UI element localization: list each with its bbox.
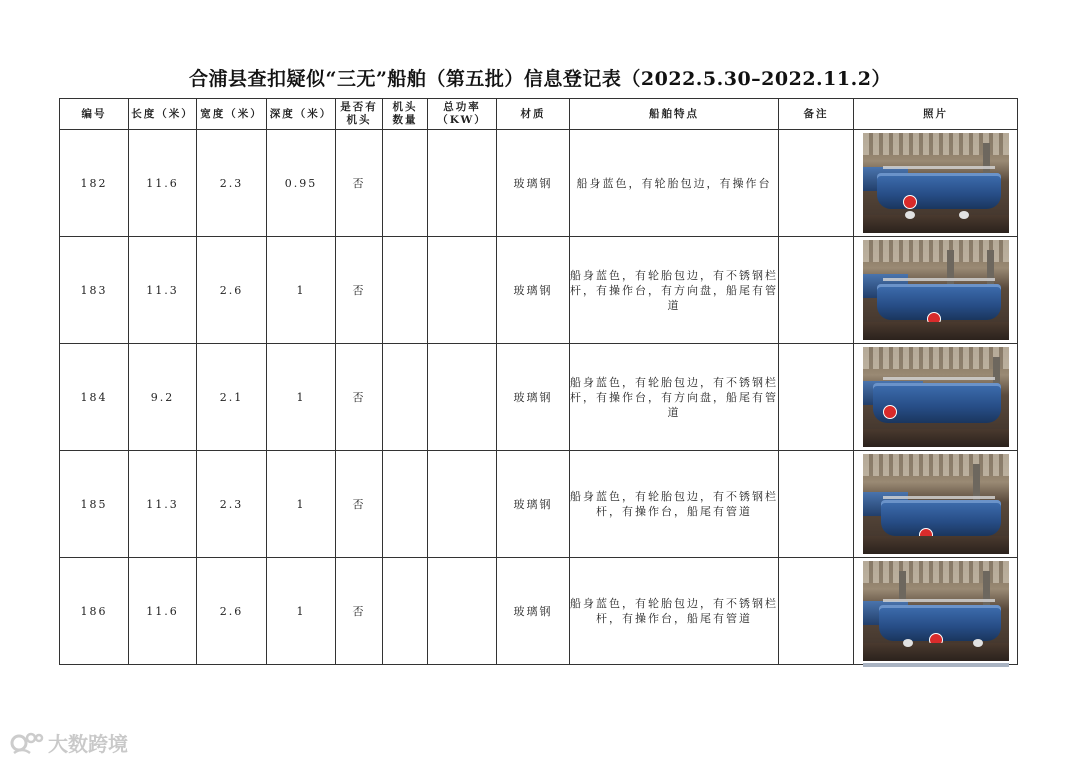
col-header-photo: 照片 <box>854 99 1018 130</box>
table-row <box>60 237 1018 344</box>
cell-remarks <box>779 237 854 344</box>
col-header-engine <box>336 99 383 130</box>
cell-material: 玻璃钢 <box>497 344 570 451</box>
cell-material: 玻璃钢 <box>497 558 570 665</box>
cell-material: 玻璃钢 <box>497 237 570 344</box>
cell-power <box>428 237 497 344</box>
cell-photo <box>854 237 1018 344</box>
col-header-remarks: 备注 <box>779 99 854 130</box>
cell-power <box>428 558 497 665</box>
cell-no: 185 <box>60 451 129 558</box>
header-row <box>60 99 1018 130</box>
col-header-power-l2: （KW） <box>437 114 487 126</box>
cell-no: 186 <box>60 558 129 665</box>
cell-depth: 1 <box>267 558 336 665</box>
cell-power <box>428 130 497 237</box>
col-header-features: 船舶特点 <box>570 99 779 130</box>
cell-width: 2.1 <box>197 344 267 451</box>
cell-material: 玻璃钢 <box>497 130 570 237</box>
cell-width: 2.3 <box>197 130 267 237</box>
cell-engine: 否 <box>336 558 383 665</box>
page-title: 合浦县查扣疑似“三无”船舶（第五批）信息登记表（2022.5.30–2022.11.2） <box>189 68 891 90</box>
cell-length: 9.2 <box>129 344 197 451</box>
cell-engine-count <box>383 237 428 344</box>
col-header-width: 宽度（米） <box>197 99 267 130</box>
col-header-engine-l1: 是否有 <box>340 101 378 113</box>
cell-remarks <box>779 451 854 558</box>
cell-engine-count <box>383 558 428 665</box>
col-header-engine-l2: 机头 <box>346 114 372 126</box>
cell-engine-count <box>383 130 428 237</box>
cell-photo <box>854 344 1018 451</box>
boat-photo <box>863 240 1009 340</box>
cell-features: 船身蓝色，有轮胎包边，有不锈钢栏杆，有操作台，有方向盘，船尾有管道 <box>570 344 779 451</box>
col-header-no: 编号 <box>60 99 129 130</box>
col-header-engine-count <box>383 99 428 130</box>
cell-no: 182 <box>60 130 129 237</box>
cell-power <box>428 451 497 558</box>
cell-length: 11.3 <box>129 451 197 558</box>
cell-remarks <box>779 344 854 451</box>
watermark-text: 大数跨境 <box>48 732 128 756</box>
boat-photo <box>863 347 1009 447</box>
cell-depth: 1 <box>267 451 336 558</box>
cell-engine-count <box>383 451 428 558</box>
cell-photo <box>854 130 1018 237</box>
cell-photo <box>854 558 1018 665</box>
cell-features: 船身蓝色，有轮胎包边，有操作台 <box>570 130 779 237</box>
col-header-power-l1: 总功率 <box>443 101 481 113</box>
cell-power <box>428 344 497 451</box>
cell-engine: 否 <box>336 130 383 237</box>
table-row <box>60 344 1018 451</box>
cell-engine: 否 <box>336 237 383 344</box>
cell-engine: 否 <box>336 451 383 558</box>
col-header-material: 材质 <box>497 99 570 130</box>
cell-length: 11.3 <box>129 237 197 344</box>
cell-features: 船身蓝色，有轮胎包边，有不锈钢栏杆，有操作台，船尾有管道 <box>570 451 779 558</box>
col-header-count-l1: 机头 <box>392 101 418 113</box>
brand-logo-icon <box>10 729 44 757</box>
col-header-power <box>428 99 497 130</box>
cell-length: 11.6 <box>129 558 197 665</box>
col-header-count-l2: 数量 <box>392 114 418 126</box>
table-row <box>60 451 1018 558</box>
ship-registry-table <box>59 98 1018 665</box>
cell-depth: 1 <box>267 237 336 344</box>
cell-width: 2.6 <box>197 558 267 665</box>
cell-length: 11.6 <box>129 130 197 237</box>
cell-engine-count <box>383 344 428 451</box>
cell-photo <box>854 451 1018 558</box>
cell-width: 2.6 <box>197 237 267 344</box>
cell-depth: 1 <box>267 344 336 451</box>
cell-remarks <box>779 558 854 665</box>
cell-features: 船身蓝色，有轮胎包边，有不锈钢栏杆，有操作台，有方向盘，船尾有管道 <box>570 237 779 344</box>
watermark <box>10 728 128 757</box>
cell-remarks <box>779 130 854 237</box>
next-photo-edge <box>863 663 1009 667</box>
col-header-depth: 深度（米） <box>267 99 336 130</box>
cell-features: 船身蓝色，有轮胎包边，有不锈钢栏杆，有操作台，船尾有管道 <box>570 558 779 665</box>
cell-engine: 否 <box>336 344 383 451</box>
boat-photo <box>863 133 1009 233</box>
boat-photo <box>863 561 1009 661</box>
boat-photo <box>863 454 1009 554</box>
cell-material: 玻璃钢 <box>497 451 570 558</box>
table-row <box>60 130 1018 237</box>
table-row <box>60 558 1018 665</box>
cell-no: 184 <box>60 344 129 451</box>
cell-no: 183 <box>60 237 129 344</box>
col-header-length: 长度（米） <box>129 99 197 130</box>
cell-width: 2.3 <box>197 451 267 558</box>
cell-depth: 0.95 <box>267 130 336 237</box>
